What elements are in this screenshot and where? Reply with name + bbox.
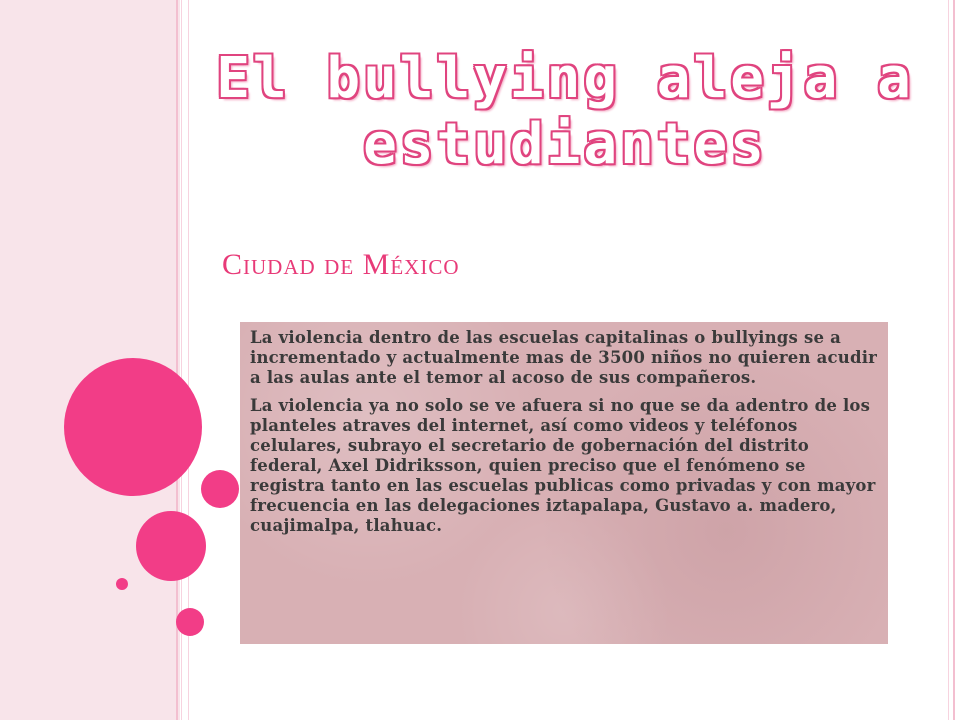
decorative-line <box>953 0 955 720</box>
decorative-line <box>948 0 949 720</box>
decorative-circle-small <box>176 608 204 636</box>
decorative-circle-small <box>201 470 239 508</box>
slide-title: El bullying aleja a estudiantes <box>216 46 914 177</box>
decorative-circle-tiny <box>116 578 128 590</box>
decorative-circle-large <box>64 358 202 496</box>
paragraph-1: La violencia dentro de las escuelas capitalinas o bullyings se a incrementado y actualmente mas de 3500 niños no quieren acudir a las aulas ante el temor al acoso de sus compañeros. <box>250 328 878 387</box>
slide-subtitle: Ciudad de México <box>222 248 460 281</box>
content-text-box <box>240 322 888 644</box>
decorative-circle-medium <box>136 511 206 581</box>
paragraph-2: La violencia ya no solo se ve afuera si no que se da adentro de los planteles atraves del internet, así como videos y teléfonos celulares, subrayo el secretario de gobernación del distrito federal, Axel Didriksson, quien preciso que el fenómeno se registra tanto en las escuelas publicas como privadas y con mayor frecuencia en las delegaciones iztapalapa, Gustavo a. madero, cuajimalpa, tlahuac. <box>250 396 876 535</box>
decorative-line <box>176 0 178 720</box>
